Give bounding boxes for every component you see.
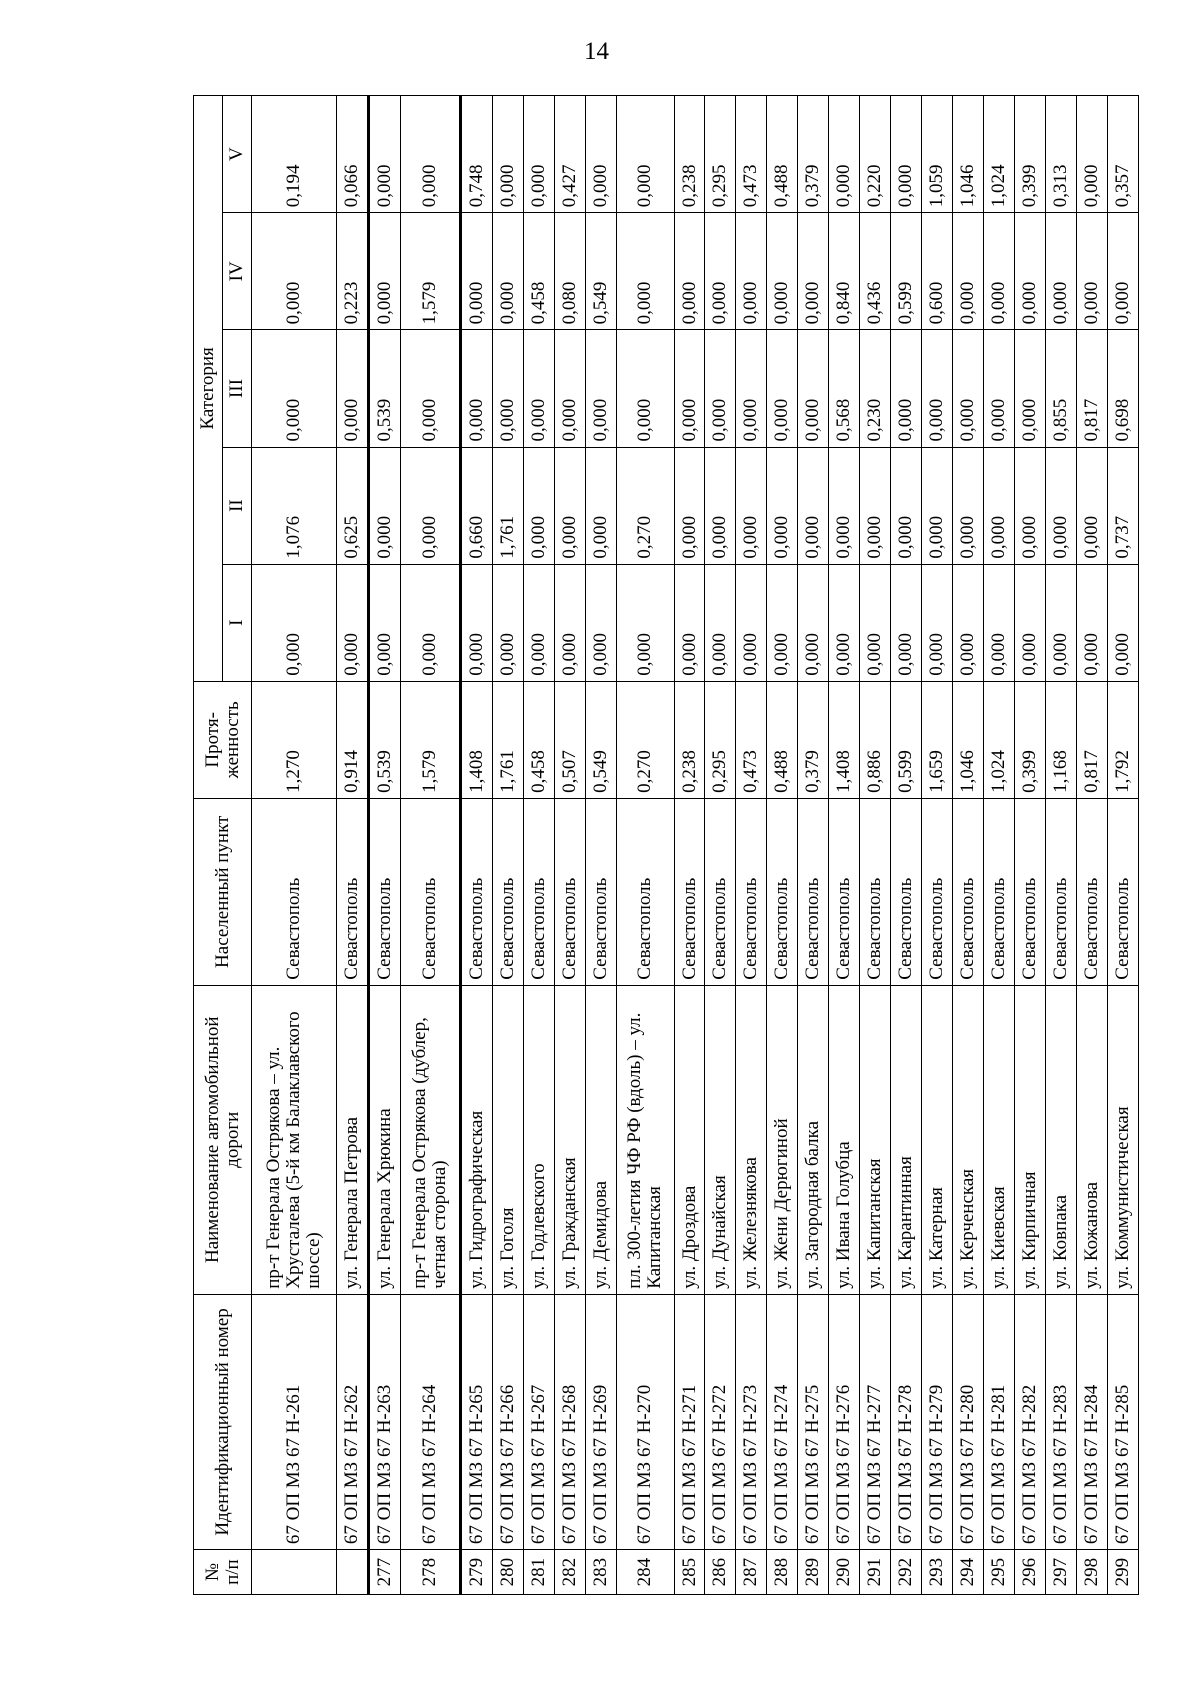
table-body — [252, 96, 1139, 1595]
table-cell-c4: 0,000 — [736, 213, 767, 330]
table-cell-c1: 0,000 — [891, 564, 922, 681]
table-cell-id: 67 ОП МЗ 67 Н-282 — [1015, 1294, 1046, 1549]
table-cell-len: 0,507 — [554, 681, 585, 798]
table-cell-c3: 0,000 — [984, 330, 1015, 447]
table-cell-id: 67 ОП МЗ 67 Н-269 — [585, 1294, 616, 1549]
table-cell-c5: 0,000 — [616, 96, 674, 213]
table-row — [767, 96, 798, 1595]
table-cell-c3: 0,000 — [922, 330, 953, 447]
table-cell-c4: 0,000 — [369, 213, 401, 330]
table-cell-place: Севастополь — [953, 798, 984, 985]
table-cell-place: Севастополь — [767, 798, 798, 985]
table-cell-c4: 0,000 — [767, 213, 798, 330]
header-ident: Идентификационный номер — [194, 1294, 252, 1549]
table-cell-c2: 0,000 — [554, 447, 585, 564]
table-cell-name: ул. Керченская — [953, 985, 984, 1294]
table-cell-id: 67 ОП МЗ 67 Н-262 — [336, 1294, 368, 1549]
table-cell-c5: 1,024 — [984, 96, 1015, 213]
table-row — [523, 96, 554, 1595]
table-row — [492, 96, 523, 1595]
table-cell-id: 67 ОП МЗ 67 Н-272 — [705, 1294, 736, 1549]
table-cell-place: Севастополь — [984, 798, 1015, 985]
table-cell-c3: 0,698 — [1107, 330, 1138, 447]
table-row — [1107, 96, 1138, 1595]
table-cell-c2: 0,000 — [705, 447, 736, 564]
table-cell-place: Севастополь — [860, 798, 891, 985]
table-cell-num: 279 — [460, 1550, 492, 1595]
header-category: Категория — [194, 96, 223, 682]
table-cell-place: Севастополь — [616, 798, 674, 985]
table-cell-num: 285 — [674, 1550, 705, 1595]
table-cell-id: 67 ОП МЗ 67 Н-273 — [736, 1294, 767, 1549]
table-cell-c1: 0,000 — [460, 564, 492, 681]
table-cell-name: ул. Кожанова — [1076, 985, 1107, 1294]
table-cell-name: пр-т Генерала Острякова – ул. Хрусталева (5-й км Балаклавского шоссе) — [252, 985, 337, 1294]
table-cell-c5: 0,473 — [736, 96, 767, 213]
table-cell-id: 67 ОП МЗ 67 Н-274 — [767, 1294, 798, 1549]
table-cell-len: 1,659 — [922, 681, 953, 798]
table-cell-place: Севастополь — [554, 798, 585, 985]
table-cell-id: 67 ОП МЗ 67 Н-271 — [674, 1294, 705, 1549]
table-cell-num: 291 — [860, 1550, 891, 1595]
table-row — [705, 96, 736, 1595]
table-cell-c3: 0,000 — [736, 330, 767, 447]
table-cell-name: ул. Жени Дерюгиной — [767, 985, 798, 1294]
table-cell-c1: 0,000 — [523, 564, 554, 681]
table-cell-c5: 0,748 — [460, 96, 492, 213]
table-cell-c2: 0,000 — [1015, 447, 1046, 564]
table-cell-c3: 0,000 — [554, 330, 585, 447]
table-cell-c5: 0,000 — [1076, 96, 1107, 213]
table-row — [554, 96, 585, 1595]
table-cell-c1: 0,000 — [953, 564, 984, 681]
table-cell-c2: 0,000 — [922, 447, 953, 564]
table-cell-c1: 0,000 — [705, 564, 736, 681]
table-cell-c4: 0,458 — [523, 213, 554, 330]
table-cell-len: 0,399 — [1015, 681, 1046, 798]
table-cell-c5: 0,000 — [369, 96, 401, 213]
table-cell-name: ул. Гражданская — [554, 985, 585, 1294]
table-cell-len: 0,599 — [891, 681, 922, 798]
table-cell-c3: 0,000 — [492, 330, 523, 447]
header-cat-iii: III — [223, 330, 252, 447]
header-road-name: Наименование автомобильной дороги — [194, 985, 252, 1294]
table-cell-c2: 0,000 — [984, 447, 1015, 564]
table-row — [616, 96, 674, 1595]
table-cell-len: 0,295 — [705, 681, 736, 798]
table-cell-name: ул. Кирпичная — [1015, 985, 1046, 1294]
table-cell-c1: 0,000 — [860, 564, 891, 681]
table-cell-num: 278 — [401, 1550, 460, 1595]
table-cell-id: 67 ОП МЗ 67 Н-266 — [492, 1294, 523, 1549]
table-cell-id: 67 ОП МЗ 67 Н-279 — [922, 1294, 953, 1549]
table-cell-c4: 0,000 — [705, 213, 736, 330]
table-cell-num: 286 — [705, 1550, 736, 1595]
table-cell-c3: 0,000 — [401, 330, 460, 447]
table-cell-c4: 0,000 — [252, 213, 337, 330]
table-cell-place: Севастополь — [705, 798, 736, 985]
table-cell-id: 67 ОП МЗ 67 Н-264 — [401, 1294, 460, 1549]
table-cell-c5: 0,066 — [336, 96, 368, 213]
table-cell-c2: 0,000 — [891, 447, 922, 564]
table-cell-c4: 0,000 — [616, 213, 674, 330]
table-cell-num: 283 — [585, 1550, 616, 1595]
table-cell-c1: 0,000 — [336, 564, 368, 681]
table-cell-c5: 0,313 — [1045, 96, 1076, 213]
table-cell-c5: 0,295 — [705, 96, 736, 213]
table-row — [953, 96, 984, 1595]
table-cell-c2: 0,000 — [953, 447, 984, 564]
table-cell-c4: 0,000 — [953, 213, 984, 330]
header-cat-iv: IV — [223, 213, 252, 330]
table-cell-c3: 0,000 — [616, 330, 674, 447]
rotated-table-wrapper — [193, 95, 1139, 1595]
table-cell-place: Севастополь — [1076, 798, 1107, 985]
table-cell-id: 67 ОП МЗ 67 Н-277 — [860, 1294, 891, 1549]
table-cell-len: 0,817 — [1076, 681, 1107, 798]
table-cell-c2: 0,737 — [1107, 447, 1138, 564]
table-cell-place: Севастополь — [460, 798, 492, 985]
table-cell-c5: 0,000 — [585, 96, 616, 213]
table-cell-c3: 0,000 — [585, 330, 616, 447]
table-cell-id: 67 ОП МЗ 67 Н-276 — [829, 1294, 860, 1549]
table-cell-name: ул. Дунайская — [705, 985, 736, 1294]
table-cell-id: 67 ОП МЗ 67 Н-268 — [554, 1294, 585, 1549]
table-cell-len: 1,024 — [984, 681, 1015, 798]
table-cell-c2: 0,000 — [585, 447, 616, 564]
page-number: 14 — [584, 38, 609, 65]
table-cell-num: 292 — [891, 1550, 922, 1595]
table-cell-num: 277 — [369, 1550, 401, 1595]
table-cell-name: ул. Гидрографическая — [460, 985, 492, 1294]
table-cell-c3: 0,000 — [798, 330, 829, 447]
header-cat-ii: II — [223, 447, 252, 564]
table-cell-c4: 0,600 — [922, 213, 953, 330]
table-cell-c4: 0,840 — [829, 213, 860, 330]
table-cell-c1: 0,000 — [736, 564, 767, 681]
table-cell-name: ул. Капитанская — [860, 985, 891, 1294]
table-row — [252, 96, 337, 1595]
table-cell-num: 284 — [616, 1550, 674, 1595]
table-cell-c1: 0,000 — [554, 564, 585, 681]
table-cell-id: 67 ОП МЗ 67 Н-285 — [1107, 1294, 1138, 1549]
table-cell-c1: 0,000 — [829, 564, 860, 681]
table-cell-c3: 0,000 — [705, 330, 736, 447]
table-cell-len: 0,458 — [523, 681, 554, 798]
table-cell-c1: 0,000 — [616, 564, 674, 681]
table-cell-name: ул. Генерала Петрова — [336, 985, 368, 1294]
table-cell-len: 0,914 — [336, 681, 368, 798]
table-cell-len: 1,761 — [492, 681, 523, 798]
table-cell-id: 67 ОП МЗ 67 Н-275 — [798, 1294, 829, 1549]
table-cell-c2: 1,761 — [492, 447, 523, 564]
table-cell-num: 294 — [953, 1550, 984, 1595]
table-cell-place: Севастополь — [798, 798, 829, 985]
table-cell-c2: 0,000 — [369, 447, 401, 564]
table-cell-place: Севастополь — [736, 798, 767, 985]
table-cell-place: Севастополь — [1045, 798, 1076, 985]
table-cell-id: 67 ОП МЗ 67 Н-261 — [252, 1294, 337, 1549]
header-row-1 — [194, 96, 223, 1595]
table-cell-c1: 0,000 — [492, 564, 523, 681]
table-cell-c1: 0,000 — [1076, 564, 1107, 681]
table-cell-len: 0,379 — [798, 681, 829, 798]
table-cell-len: 1,408 — [460, 681, 492, 798]
table-cell-len: 0,270 — [616, 681, 674, 798]
table-cell-c2: 0,000 — [674, 447, 705, 564]
table-cell-len: 0,488 — [767, 681, 798, 798]
table-cell-c5: 0,194 — [252, 96, 337, 213]
table-cell-name: ул. Годлевского — [523, 985, 554, 1294]
table-cell-name: ул. Гоголя — [492, 985, 523, 1294]
table-cell-place: Севастополь — [891, 798, 922, 985]
table-cell-c4: 0,000 — [460, 213, 492, 330]
table-row — [1015, 96, 1046, 1595]
table-cell-name: ул. Дроздова — [674, 985, 705, 1294]
table-cell-id: 67 ОП МЗ 67 Н-265 — [460, 1294, 492, 1549]
table-row — [401, 96, 460, 1595]
table-cell-len: 0,238 — [674, 681, 705, 798]
table-cell-c5: 0,220 — [860, 96, 891, 213]
table-cell-c1: 0,000 — [798, 564, 829, 681]
table-cell-name: ул. Загородная балка — [798, 985, 829, 1294]
table-cell-place: Севастополь — [1015, 798, 1046, 985]
table-cell-c2: 0,000 — [401, 447, 460, 564]
table-cell-id: 67 ОП МЗ 67 Н-267 — [523, 1294, 554, 1549]
table-cell-c1: 0,000 — [1107, 564, 1138, 681]
header-cat-v: V — [223, 96, 252, 213]
table-row — [891, 96, 922, 1595]
table-cell-c5: 0,399 — [1015, 96, 1046, 213]
table-cell-num: 297 — [1045, 1550, 1076, 1595]
table-cell-num: 289 — [798, 1550, 829, 1595]
table-cell-len: 1,168 — [1045, 681, 1076, 798]
table-cell-c5: 0,000 — [891, 96, 922, 213]
table-cell-name: ул. Киевская — [984, 985, 1015, 1294]
table-cell-c3: 0,000 — [336, 330, 368, 447]
table-cell-c4: 0,223 — [336, 213, 368, 330]
table-cell-place: Севастополь — [922, 798, 953, 985]
table-cell-len: 0,549 — [585, 681, 616, 798]
table-cell-num: 282 — [554, 1550, 585, 1595]
table-cell-place: Севастополь — [585, 798, 616, 985]
table-cell-c4: 0,000 — [1107, 213, 1138, 330]
table-cell-c4: 0,549 — [585, 213, 616, 330]
table-cell-c2: 0,000 — [798, 447, 829, 564]
table-cell-c2: 1,076 — [252, 447, 337, 564]
table-cell-num — [252, 1550, 337, 1595]
table-cell-num: 299 — [1107, 1550, 1138, 1595]
table-cell-c3: 0,000 — [252, 330, 337, 447]
table-cell-c2: 0,000 — [1076, 447, 1107, 564]
table-cell-c5: 0,000 — [829, 96, 860, 213]
table-cell-c1: 0,000 — [1045, 564, 1076, 681]
table-cell-c3: 0,000 — [523, 330, 554, 447]
table-cell-place: Севастополь — [336, 798, 368, 985]
table-cell-c4: 1,579 — [401, 213, 460, 330]
table-cell-c2: 0,000 — [860, 447, 891, 564]
table-row — [798, 96, 829, 1595]
table-cell-name: ул. Демидова — [585, 985, 616, 1294]
table-row — [336, 96, 368, 1595]
table-cell-id: 67 ОП МЗ 67 Н-281 — [984, 1294, 1015, 1549]
table-cell-id: 67 ОП МЗ 67 Н-284 — [1076, 1294, 1107, 1549]
table-cell-c4: 0,080 — [554, 213, 585, 330]
table-cell-place: Севастополь — [674, 798, 705, 985]
table-cell-num: 293 — [922, 1550, 953, 1595]
table-cell-c5: 0,000 — [492, 96, 523, 213]
table-cell-c1: 0,000 — [369, 564, 401, 681]
table-cell-name: ул. Карантинная — [891, 985, 922, 1294]
table-cell-c4: 0,000 — [1015, 213, 1046, 330]
table-cell-c5: 0,000 — [401, 96, 460, 213]
table-cell-c2: 0,660 — [460, 447, 492, 564]
table-cell-len: 1,046 — [953, 681, 984, 798]
table-cell-c4: 0,000 — [1076, 213, 1107, 330]
table-row — [860, 96, 891, 1595]
table-cell-c5: 1,046 — [953, 96, 984, 213]
table-cell-c5: 0,427 — [554, 96, 585, 213]
table-cell-place: Севастополь — [492, 798, 523, 985]
table-row — [984, 96, 1015, 1595]
table-cell-name: ул. Железнякова — [736, 985, 767, 1294]
table-cell-num: 287 — [736, 1550, 767, 1595]
table-cell-num: 290 — [829, 1550, 860, 1595]
table-cell-c3: 0,568 — [829, 330, 860, 447]
table-cell-c1: 0,000 — [767, 564, 798, 681]
table-cell-c4: 0,000 — [1045, 213, 1076, 330]
table-cell-name: ул. Ковпака — [1045, 985, 1076, 1294]
table-cell-c3: 0,000 — [953, 330, 984, 447]
table-cell-c2: 0,625 — [336, 447, 368, 564]
table-cell-name: ул. Генерала Хрюкина — [369, 985, 401, 1294]
table-cell-c3: 0,817 — [1076, 330, 1107, 447]
table-row — [1045, 96, 1076, 1595]
table-cell-id: 67 ОП МЗ 67 Н-278 — [891, 1294, 922, 1549]
table-cell-c1: 0,000 — [984, 564, 1015, 681]
table-cell-place: Севастополь — [523, 798, 554, 985]
table-cell-c4: 0,000 — [674, 213, 705, 330]
table-cell-c1: 0,000 — [252, 564, 337, 681]
table-cell-c1: 0,000 — [585, 564, 616, 681]
table-cell-c3: 0,000 — [460, 330, 492, 447]
table-row — [1076, 96, 1107, 1595]
table-cell-name: ул. Катерная — [922, 985, 953, 1294]
table-row — [585, 96, 616, 1595]
table-cell-c5: 1,059 — [922, 96, 953, 213]
table-row — [736, 96, 767, 1595]
table-cell-c1: 0,000 — [922, 564, 953, 681]
table-cell-num: 281 — [523, 1550, 554, 1595]
table-cell-c2: 0,000 — [1045, 447, 1076, 564]
table-cell-c5: 0,238 — [674, 96, 705, 213]
table-cell-c4: 0,000 — [798, 213, 829, 330]
table-cell-c4: 0,000 — [984, 213, 1015, 330]
table-cell-c1: 0,000 — [674, 564, 705, 681]
table-cell-id: 67 ОП МЗ 67 Н-280 — [953, 1294, 984, 1549]
table-cell-c3: 0,000 — [674, 330, 705, 447]
table-cell-c1: 0,000 — [401, 564, 460, 681]
table-cell-name: пл. 300-летия ЧФ РФ (вдоль) – ул. Капитанская — [616, 985, 674, 1294]
table-cell-len: 0,886 — [860, 681, 891, 798]
table-cell-len: 0,539 — [369, 681, 401, 798]
table-row — [829, 96, 860, 1595]
table-cell-name: ул. Коммунистическая — [1107, 985, 1138, 1294]
table-cell-c5: 0,488 — [767, 96, 798, 213]
table-cell-c1: 0,000 — [1015, 564, 1046, 681]
table-cell-place: Севастополь — [369, 798, 401, 985]
table-cell-num: 296 — [1015, 1550, 1046, 1595]
table-cell-place: Севастополь — [829, 798, 860, 985]
table-cell-c4: 0,000 — [492, 213, 523, 330]
table-cell-len: 0,473 — [736, 681, 767, 798]
table-cell-c3: 0,539 — [369, 330, 401, 447]
table-cell-place: Севастополь — [1107, 798, 1138, 985]
header-num: № п/п — [194, 1550, 252, 1595]
header-length: Протя-женность — [194, 681, 252, 798]
table-cell-c2: 0,000 — [767, 447, 798, 564]
table-cell-c2: 0,000 — [523, 447, 554, 564]
table-cell-len: 1,408 — [829, 681, 860, 798]
table-cell-c4: 0,599 — [891, 213, 922, 330]
table-cell-num: 298 — [1076, 1550, 1107, 1595]
table-cell-name: пр-т Генерала Острякова (дублер, четная сторона) — [401, 985, 460, 1294]
table-cell-c3: 0,000 — [891, 330, 922, 447]
table-cell-len: 1,270 — [252, 681, 337, 798]
table-row — [674, 96, 705, 1595]
table-cell-c2: 0,000 — [736, 447, 767, 564]
table-cell-id: 67 ОП МЗ 67 Н-283 — [1045, 1294, 1076, 1549]
table-cell-name: ул. Ивана Голубца — [829, 985, 860, 1294]
table-cell-c2: 0,000 — [829, 447, 860, 564]
table-cell-c4: 0,436 — [860, 213, 891, 330]
header-settlement: Населенный пункт — [194, 798, 252, 985]
table-cell-place: Севастополь — [401, 798, 460, 985]
table-cell-c5: 0,379 — [798, 96, 829, 213]
table-cell-num: 280 — [492, 1550, 523, 1595]
table-cell-id: 67 ОП МЗ 67 Н-263 — [369, 1294, 401, 1549]
table-cell-num — [336, 1550, 368, 1595]
table-row — [369, 96, 401, 1595]
table-cell-c3: 0,230 — [860, 330, 891, 447]
table-row — [460, 96, 492, 1595]
roads-table — [193, 95, 1139, 1595]
table-cell-num: 288 — [767, 1550, 798, 1595]
table-cell-len: 1,579 — [401, 681, 460, 798]
table-cell-num: 295 — [984, 1550, 1015, 1595]
table-cell-c2: 0,270 — [616, 447, 674, 564]
table-cell-id: 67 ОП МЗ 67 Н-270 — [616, 1294, 674, 1549]
table-cell-c3: 0,855 — [1045, 330, 1076, 447]
table-row — [922, 96, 953, 1595]
table-cell-len: 1,792 — [1107, 681, 1138, 798]
table-cell-c3: 0,000 — [767, 330, 798, 447]
table-cell-c5: 0,357 — [1107, 96, 1138, 213]
table-cell-c5: 0,000 — [523, 96, 554, 213]
table-cell-place: Севастополь — [252, 798, 337, 985]
table-cell-c3: 0,000 — [1015, 330, 1046, 447]
header-cat-i: I — [223, 564, 252, 681]
